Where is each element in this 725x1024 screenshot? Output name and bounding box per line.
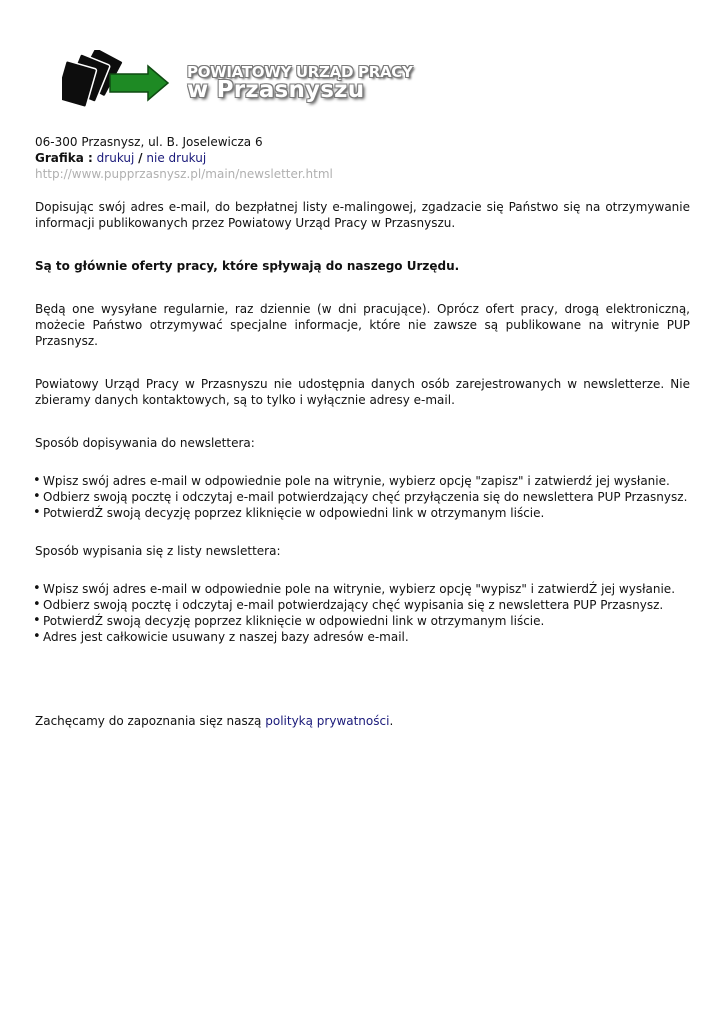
subscribe-heading: Sposób dopisywania do newslettera:	[35, 436, 255, 450]
graphics-label: Grafika :	[35, 151, 93, 165]
closing-period: .	[389, 714, 394, 728]
privacy-policy-link[interactable]: polityką prywatności	[265, 714, 390, 728]
graphics-toggle-line	[35, 150, 690, 166]
closing-paragraph	[35, 713, 690, 729]
intro-paragraph: Dopisując swój adres e-mail, do bezpłatnej listy e-malingowej, zgadzacie się Państwo się na otrzymywanie informacji publikowanych przez Powiatowy Urząd Pracy w Przasnyszu.	[35, 200, 690, 230]
print-link[interactable]: drukuj	[96, 151, 135, 165]
link-separator: /	[138, 151, 143, 165]
list-item: • Odbierz swoją pocztę i odczytaj e-mail potwierdzający chęć przyłączenia się do newslettera PUP Przasnysz.	[35, 489, 690, 505]
list-item: • Wpisz swój adres e-mail w odpowiednie pole na witrynie, wybierz opcję "zapisz" i zatwierdź jej wysłanie.	[35, 473, 690, 489]
privacy-note-paragraph: Powiatowy Urząd Pracy w Przasnyszu nie udostępnia danych osób zarejestrowanych w newsletterze. Nie zbieramy danych kontaktowych, są to tylko i wyłącznie adresy e-mail.	[35, 377, 690, 407]
unsubscribe-steps-list	[35, 581, 690, 645]
logo-cards-arrow-icon	[62, 50, 182, 110]
site-logo[interactable]	[62, 50, 413, 110]
list-item: • Wpisz swój adres e-mail w odpowiednie pole na witrynie, wybierz opcję "wypisz" i zatwierdŹ jej wysłanie.	[35, 581, 690, 597]
main-content	[35, 134, 690, 729]
logo-title-line2: w Przasnyszu	[187, 77, 365, 103]
subscribe-steps-list	[35, 473, 690, 521]
closing-text: Zachęcamy do zapoznania sięz naszą	[35, 714, 266, 728]
list-item: • PotwierdŹ swoją decyzję poprzez kliknięcie w odpowiedni link w otrzymanym liście.	[35, 613, 690, 629]
logo-title-line1: POWIATOWY URZĄD PRACY	[187, 63, 413, 81]
page-url: http://www.pupprzasnysz.pl/main/newsletter.html	[35, 167, 333, 181]
unsubscribe-heading: Sposób wypisania się z listy newslettera:	[35, 544, 281, 558]
list-item: • Odbierz swoją pocztę i odczytaj e-mail potwierdzający chęć wypisania się z newslettera PUP Przasnysz.	[35, 597, 690, 613]
list-item: • Adres jest całkowicie usuwany z naszej bazy adresów e-mail.	[35, 629, 690, 645]
list-item: • PotwierdŹ swoją decyzję poprzez kliknięcie w odpowiedni link w otrzymanym liście.	[35, 505, 690, 521]
highlight-paragraph: Są to głównie oferty pracy, które spływają do naszego Urzędu.	[35, 259, 460, 273]
office-address: 06-300 Przasnysz, ul. B. Joselewicza 6	[35, 135, 263, 149]
no-print-link[interactable]: nie drukuj	[146, 151, 207, 165]
daily-info-paragraph: Będą one wysyłane regularnie, raz dziennie (w dni pracujące). Oprócz ofert pracy, drogą elektroniczną, możecie Państwo otrzymywać specjalne informacje, które nie zawsze są publikowane na witrynie PUP Przasnysz.	[35, 302, 690, 348]
